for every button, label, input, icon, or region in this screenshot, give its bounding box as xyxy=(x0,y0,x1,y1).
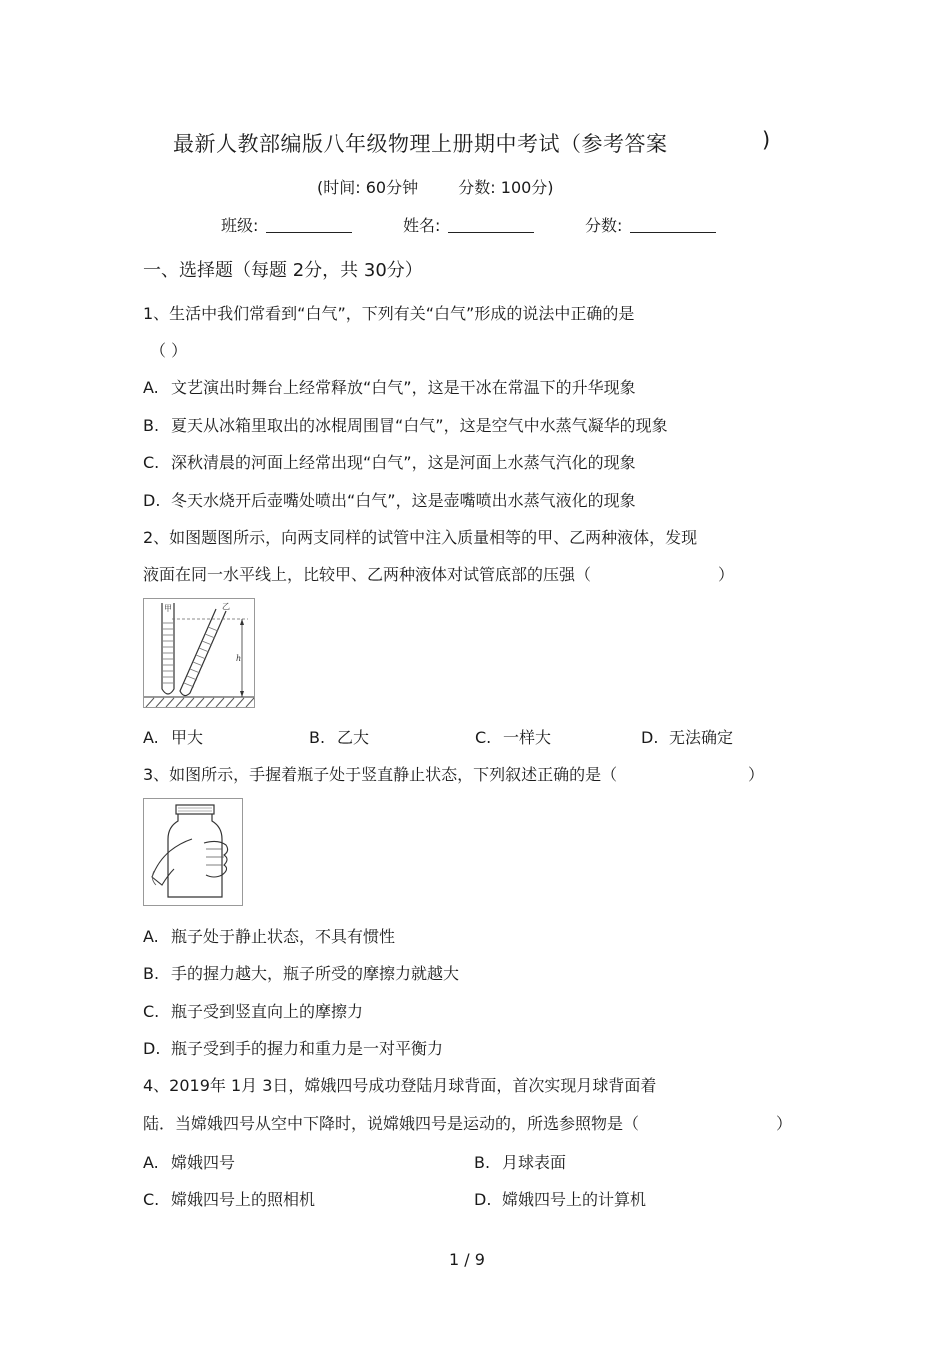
q1-stem: 1、生活中我们常看到“白气”，下列有关“白气”形成的说法中正确的是 xyxy=(143,304,635,323)
class-label: 班级: xyxy=(221,216,259,235)
name-field xyxy=(403,213,534,236)
q3-close-paren: ） xyxy=(748,765,765,784)
time-label: (时间: 60分钟 xyxy=(317,178,419,197)
q4-option-b: B. 月球表面 xyxy=(474,1153,567,1172)
bottle-figure xyxy=(143,798,243,906)
q1-answer-paren: （ ） xyxy=(150,341,188,360)
q3-option-c: C. 瓶子受到竖直向上的摩擦力 xyxy=(143,1002,364,1021)
q3-option-b: B. 手的握力越大，瓶子所受的摩擦力就越大 xyxy=(143,964,460,983)
q1-option-c: C. 深秋清晨的河面上经常出现“白气”，这是河面上水蒸气汽化的现象 xyxy=(143,453,636,472)
q4-option-a: A. 嫦娥四号 xyxy=(143,1153,236,1172)
score-label: 分数: xyxy=(585,216,623,235)
q4-option-c: C. 嫦娥四号上的照相机 xyxy=(143,1190,316,1209)
test-tubes-figure xyxy=(143,598,255,708)
q2-stem-line2: 液面在同一水平线上，比较甲、乙两种液体对试管底部的压强（ xyxy=(143,565,592,584)
q3-option-d: D. 瓶子受到手的握力和重力是一对平衡力 xyxy=(143,1039,444,1058)
exam-meta xyxy=(317,175,554,198)
q1-option-d: D. 冬天水烧开后壶嘴处喷出“白气”，这是壶嘴喷出水蒸气液化的现象 xyxy=(143,491,636,510)
q2-option-c: C. 一样大 xyxy=(475,728,552,747)
tube-right-label: 乙 xyxy=(222,602,230,611)
q4-close-paren: ） xyxy=(776,1114,793,1133)
page-title: 最新人教部编版八年级物理上册期中考试（参考答案 xyxy=(173,132,668,156)
score-field xyxy=(585,213,716,236)
q4-option-d: D. 嫦娥四号上的计算机 xyxy=(474,1190,647,1209)
q2-stem-line1: 2、如图题图所示，向两支同样的试管中注入质量相等的甲、乙两种液体，发现 xyxy=(143,528,698,547)
name-blank xyxy=(448,218,534,233)
q3-option-a: A. 瓶子处于静止状态，不具有惯性 xyxy=(143,927,396,946)
title-close-paren: ) xyxy=(762,128,771,152)
score-blank xyxy=(630,218,716,233)
q2-option-d: D. 无法确定 xyxy=(641,728,734,747)
q1-option-a: A. 文艺演出时舞台上经常释放“白气”，这是干冰在常温下的升华现象 xyxy=(143,378,636,397)
score-total-label: 分数: 100分) xyxy=(458,178,554,197)
test-tubes-diagram xyxy=(144,599,254,707)
q2-close-paren: ） xyxy=(718,565,735,584)
class-field xyxy=(221,213,352,236)
name-label: 姓名: xyxy=(403,216,441,235)
q2-option-a: A. 甲大 xyxy=(143,728,204,747)
q2-option-b: B. 乙大 xyxy=(309,728,370,747)
q3-stem: 3、如图所示，手握着瓶子处于竖直静止状态，下列叙述正确的是（ xyxy=(143,765,618,784)
class-blank xyxy=(266,218,352,233)
height-label: h xyxy=(236,654,242,663)
hand-bottle-diagram xyxy=(144,799,242,905)
q4-stem-line2: 陆．当嫦娥四号从空中下降时，说嫦娥四号是运动的，所选参照物是（ xyxy=(143,1114,640,1133)
q1-option-b: B. 夏天从冰箱里取出的冰棍周围冒“白气”，这是空气中水蒸气凝华的现象 xyxy=(143,416,668,435)
q4-stem-line1: 4、2019年 1月 3日，嫦娥四号成功登陆月球背面，首次实现月球背面着 xyxy=(143,1076,657,1095)
tube-left-label: 甲 xyxy=(164,604,172,613)
page-number: 1 / 9 xyxy=(449,1250,485,1269)
section-heading: 一、选择题（每题 2分，共 30分） xyxy=(143,260,423,281)
